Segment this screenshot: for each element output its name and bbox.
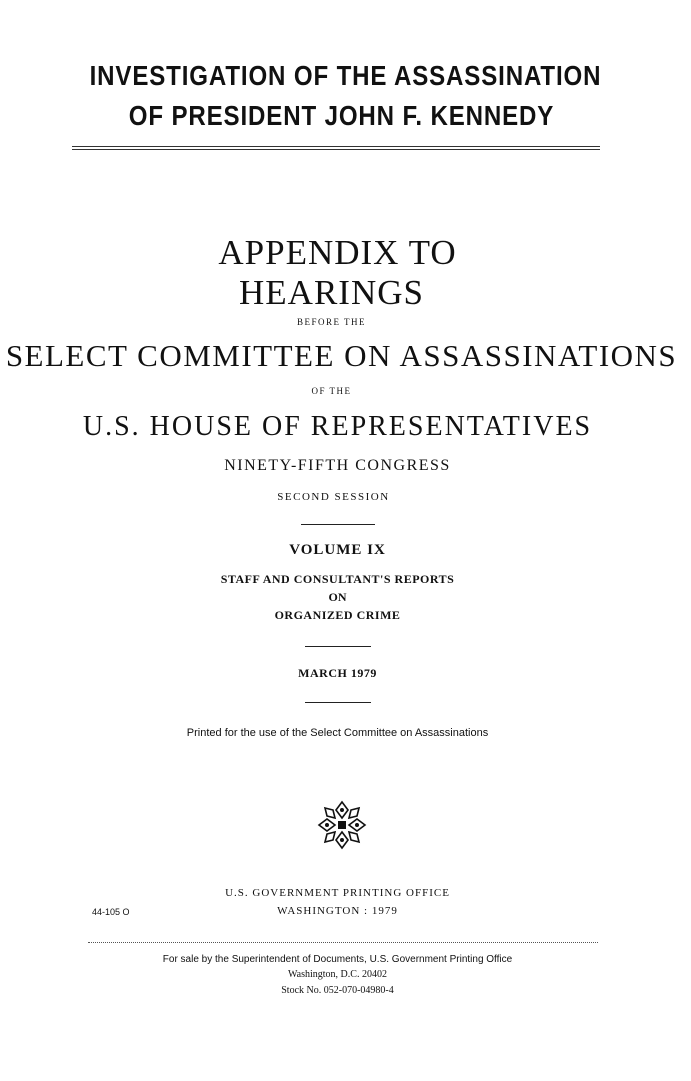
stock-number: Stock No. 052-070-04980-4	[281, 985, 394, 996]
printed-for-note: Printed for the use of the Select Committee on Assassinations	[186, 727, 489, 739]
session-label: SECOND SESSION	[277, 491, 390, 503]
of-the-label: OF THE	[311, 386, 352, 396]
footer-dotted-rule	[88, 942, 598, 943]
title-line-1: INVESTIGATION OF THE ASSASSINATION	[89, 60, 602, 91]
title-double-rule	[72, 146, 600, 150]
government-printing-office-emblem-icon	[313, 796, 371, 854]
appendix-heading: APPENDIX TO	[218, 233, 457, 272]
subject-line-1: STAFF AND CONSULTANT'S REPORTS	[220, 572, 455, 586]
sale-notice-line-2: Washington, D.C. 20402	[288, 969, 387, 980]
committee-heading: SELECT COMMITTEE ON ASSASSINATIONS	[5, 338, 678, 373]
congress-label: NINETY-FIFTH CONGRESS	[224, 457, 451, 474]
document-code: 44-105 O	[92, 907, 130, 917]
volume-label: VOLUME IX	[289, 542, 386, 558]
divider-rule-2	[305, 646, 371, 647]
hearings-heading: HEARINGS	[239, 273, 424, 312]
house-heading: U.S. HOUSE OF REPRESENTATIVES	[82, 411, 593, 442]
divider-rule-1	[301, 524, 375, 525]
sale-notice-line-1: For sale by the Superintendent of Documents, U.S. Government Printing Office	[162, 954, 513, 965]
title-line-2: OF PRESIDENT JOHN F. KENNEDY	[128, 100, 555, 131]
subject-line-3: ORGANIZED CRIME	[274, 608, 401, 622]
before-the-label: BEFORE THE	[296, 317, 367, 327]
date-label: MARCH 1979	[298, 666, 377, 680]
printing-office-label: U.S. GOVERNMENT PRINTING OFFICE	[225, 887, 450, 899]
divider-rule-3	[305, 702, 371, 703]
place-year-label: WASHINGTON : 1979	[277, 905, 398, 917]
subject-line-2: ON	[328, 590, 347, 604]
